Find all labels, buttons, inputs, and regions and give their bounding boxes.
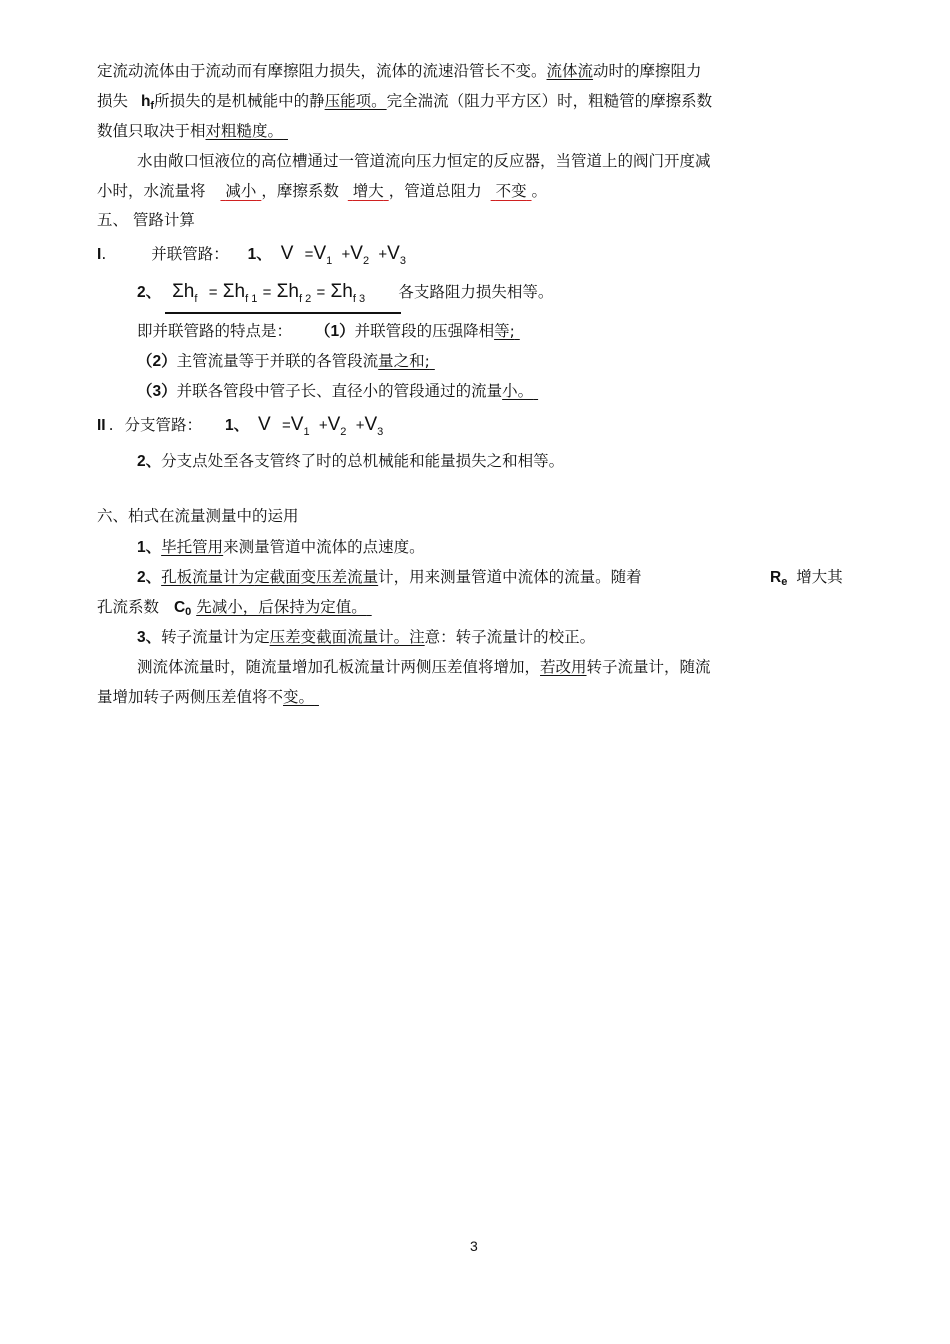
text: ，摩擦系数: [261, 182, 339, 200]
item-number: （3）: [137, 383, 177, 400]
operator: +: [355, 417, 365, 434]
symbol: V: [327, 414, 341, 435]
measure-item-2-line-1: [137, 566, 642, 589]
text: 即并联管路的特点是：: [137, 322, 293, 340]
underlined-text: 量之和;: [378, 352, 430, 370]
e-subscript: e: [781, 576, 788, 588]
parallel-feature-3: [137, 380, 575, 403]
text: 所损失的是机械能中的静: [154, 92, 325, 110]
operator: =: [281, 417, 291, 434]
parallel-pipe-eq-2: [137, 281, 553, 310]
h-letter: h: [140, 93, 151, 110]
item-number: 3、: [137, 629, 162, 646]
text: 水由敞口恒液位的高位槽通过一管道流向压力恒定的反应器，当管道上的阀门开度减: [137, 152, 711, 170]
label: 并联管路：: [151, 245, 229, 263]
operator: +: [378, 246, 388, 263]
text: 增大其: [796, 568, 843, 586]
measure-item-2-line-2: [97, 596, 381, 623]
branch-pipe-eq-1: [97, 414, 383, 443]
text: 量增加转子两侧压差值将不: [97, 688, 284, 706]
symbol: V: [290, 414, 304, 435]
roman-numeral: I: [97, 246, 102, 263]
underlined-text: 对粗糙度。: [205, 122, 284, 140]
underlined-text: 压能项。: [324, 92, 387, 110]
para-1-line-1: [97, 60, 702, 82]
subscript: 3: [399, 254, 406, 267]
branch-pipe-eq-2: [137, 450, 564, 473]
item-number: （2）: [137, 353, 177, 370]
text: 并联管段的压强降相: [354, 322, 495, 340]
operator: =: [316, 284, 326, 301]
roman-numeral: II: [97, 417, 106, 434]
flow-equation: [258, 414, 384, 438]
para-2-line-1: [137, 150, 711, 172]
subscript: f: [194, 292, 198, 305]
symbol: V: [387, 243, 400, 264]
blank-underline: [283, 120, 303, 142]
underlined-text: 小。: [502, 382, 534, 400]
section-5-title: [97, 209, 195, 231]
text: 动时的摩擦阻力: [593, 62, 702, 80]
dot: .: [101, 245, 107, 263]
measure-para-line-1: [137, 656, 711, 678]
item-number: 2、: [137, 569, 162, 586]
note: 各支路阻力损失相等。: [398, 283, 554, 301]
subscript: 2: [362, 254, 370, 267]
section-6-title: [97, 505, 299, 527]
text: 分支点处至各支管终了时的总机械能和能量损失之和相等。: [161, 452, 565, 470]
r-letter: R: [770, 569, 782, 586]
para-2-line-2: [97, 180, 547, 202]
page-number: 3: [470, 1238, 478, 1254]
underlined-text: 变。: [283, 688, 315, 706]
reynolds-number-text: [770, 566, 843, 593]
subscript: f 2: [298, 292, 312, 305]
symbol: V: [280, 243, 294, 264]
zero-subscript: 0: [185, 606, 192, 618]
underlined-text: 流体流: [546, 62, 594, 80]
answer-text: 不变: [495, 182, 527, 200]
heading: 五、 管路计算: [97, 211, 195, 229]
symbol: Σh: [222, 281, 246, 302]
dot: .: [108, 416, 114, 434]
item-number: 1、: [137, 539, 162, 556]
equation-underline: [165, 312, 401, 314]
eq-number: 2、: [137, 284, 162, 301]
eq-number: 1、: [247, 246, 272, 263]
answer-blank-1: [220, 182, 261, 200]
underlined-text: 等;: [494, 322, 515, 340]
subscript: 2: [340, 425, 347, 438]
text: 并联各管段中管子长、直径小的管段通过的流量: [176, 382, 503, 400]
symbol: V: [313, 243, 327, 264]
operator: =: [208, 284, 218, 301]
text: 主管流量等于并联的各管段流: [176, 352, 379, 370]
re-symbol: [770, 569, 787, 586]
symbol: Σh: [330, 281, 353, 302]
eq-number: 2、: [137, 453, 162, 470]
subscript: 1: [326, 254, 333, 267]
answer-text: 减小: [225, 182, 257, 200]
text: 数值只取决于相: [97, 122, 206, 140]
answer-blank-2: [348, 182, 389, 200]
symbol: V: [350, 243, 363, 264]
underlined-text: 若改用: [540, 658, 587, 676]
friction-loss-equation: [172, 281, 370, 305]
text: 小时，水流量将: [97, 182, 206, 200]
underlined-text: 先减小，后保持为定值。: [196, 598, 367, 616]
text: 计，用来测量管道中流体的流量。随着: [378, 568, 642, 586]
text: 孔流系数: [97, 598, 160, 616]
blank-underline: [533, 380, 575, 402]
symbol: Σh: [276, 281, 299, 302]
para-1-line-2: [97, 90, 712, 117]
text: 来测量管道中流体的点速度。: [223, 538, 425, 556]
subscript: 1: [303, 425, 310, 438]
underlined-text: 压差变截面流量计。注: [269, 628, 425, 646]
parallel-feature-2: [137, 350, 460, 373]
f-subscript: f: [150, 100, 155, 112]
blank-underline: [367, 596, 381, 618]
hf-symbol: [141, 93, 154, 110]
blank-underline: [314, 686, 336, 708]
measure-item-1: [137, 536, 425, 559]
text: 转子流量计，随流: [586, 658, 711, 676]
underlined-text: 毕托管用: [161, 538, 224, 556]
text: 测流体流量时，随流量增加孔板流量计两侧压差值将增加，: [137, 658, 541, 676]
underlined-text: 孔板流量计为: [161, 568, 255, 586]
c0-symbol: [174, 599, 191, 616]
label: 分支管路：: [124, 416, 203, 434]
text: ，管道总阻力: [388, 182, 482, 200]
flow-equation: [280, 243, 406, 267]
blank-underline: [515, 320, 533, 342]
parallel-features-intro: [137, 320, 533, 343]
answer-blank-3: [491, 182, 532, 200]
symbol: V: [364, 414, 378, 435]
symbol: V: [258, 414, 271, 435]
text: 转子流量计为定: [161, 628, 270, 646]
text: 。: [531, 182, 548, 200]
operator: =: [262, 284, 272, 301]
parallel-pipe-eq-1: [97, 243, 406, 272]
item-number: （1）: [314, 323, 355, 340]
operator: +: [318, 417, 328, 434]
operator: =: [304, 246, 314, 263]
eq-number: 1、: [224, 417, 250, 434]
subscript: 3: [377, 425, 384, 438]
c-letter: C: [173, 599, 186, 616]
answer-text: 增大: [352, 182, 384, 200]
symbol: Σh: [172, 281, 195, 302]
heading: 六、柏式在流量测量中的运用: [97, 507, 299, 525]
operator: +: [341, 246, 351, 263]
measure-item-3: [137, 626, 595, 649]
subscript: f 3: [352, 292, 366, 305]
text: 定流动流体由于流动而有摩擦阻力损失，流体的流速沿管长不变。: [97, 62, 547, 80]
subscript: f 1: [245, 292, 258, 305]
text: 损失: [97, 92, 129, 110]
underlined-text: 定截面变压差流量: [254, 568, 379, 586]
blank-underline: [430, 350, 460, 372]
text: 意：转子流量计的校正。: [424, 628, 596, 646]
text: 完全湍流（阻力平方区）时，粗糙管的摩擦系数: [386, 92, 713, 110]
measure-para-line-2: [97, 686, 336, 708]
para-1-line-3: [97, 120, 303, 142]
